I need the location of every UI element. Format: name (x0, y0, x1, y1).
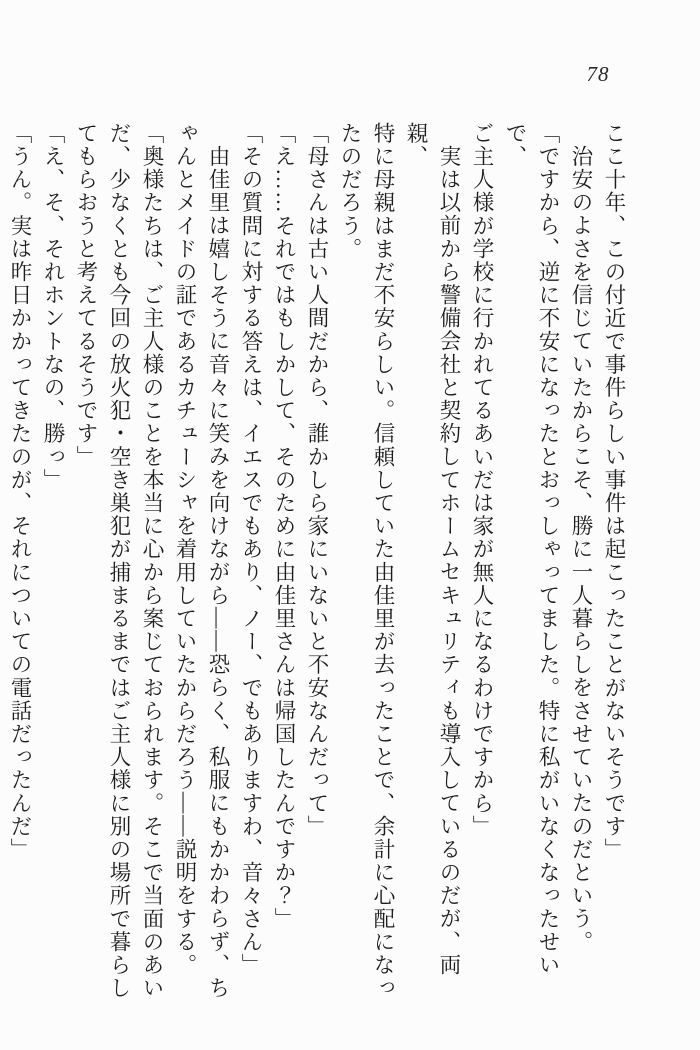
page-number: 78 (586, 62, 610, 86)
text-line: 特に母親はまだ不安らしい。信頼していた由佳里が去ったことで、余計に心配になっ (371, 122, 395, 1000)
text-line: 「その質問に対する答えは、イエスでもあり、ノー、でもありますわ、音々さん」 (239, 122, 263, 977)
text-block (3, 122, 630, 1012)
text-line: 治安のよさを信じていたからこそ、勝に一人暮らしをさせていたのだという。 (569, 145, 593, 954)
text-line: だ、少なくとも今回の放火犯・空き巣犯が捕まるまではご主人様に別の場所で暮らし (107, 122, 131, 1000)
text-line: 由佳里は嬉しそうに音々に笑みを向けながら――恐らく、私服にもかかわらず、ち (206, 145, 230, 1000)
text-line: たのだろう。 (338, 122, 362, 261)
text-line: 「母さんは古い人間だから、誰かしら家にいないと不安なんだって」 (305, 122, 329, 839)
text-line: 実は以前から警備会社と契約してホームセキュリティも導入しているのだが、両親、 (404, 122, 461, 977)
text-line: 「ですから、逆に不安になったとおっしゃってました。特に私がいなくなったせいで、 (503, 122, 560, 977)
text-line: 「え……それではもしかして、そのために由佳里さんは帰国したんですか？」 (272, 122, 296, 931)
text-line: 「え、そ、それホントなの、勝っ」 (41, 122, 65, 492)
text-line: てもらおうと考えてるそうです」 (74, 122, 98, 469)
text-line: ゃんとメイドの証であるカチューシャを着用していたからだろう――説明をする。 (173, 122, 197, 977)
text-line: ここ十年、この付近で事件らしい事件は起こったことがないそうです」 (602, 122, 626, 862)
text-line: ご主人様が学校に行かれてるあいだは家が無人になるわけですから」 (470, 122, 494, 839)
text-line: 「奥様たちは、ご主人様のことを本当に心から案じておられます。そこで当面のあい (140, 122, 164, 1000)
text-line: 「うん。実は昨日かかってきたのが、それについての電話だったんだ」 (8, 122, 32, 862)
